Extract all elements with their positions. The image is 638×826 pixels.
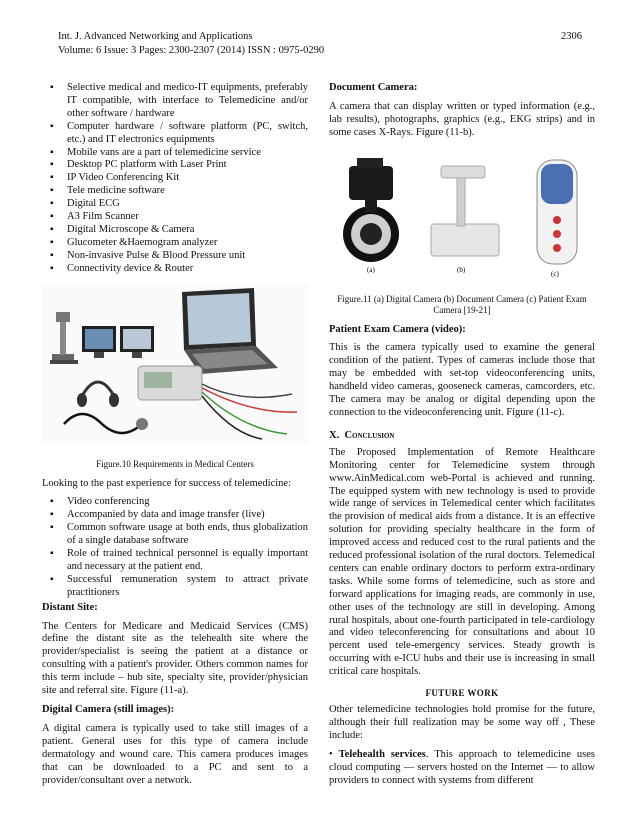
list-item: ▪ Mobile vans are a part of telemedicine service xyxy=(42,147,308,160)
future-work-text: Other telemedicine technologies hold promise for the future, although their full realization may be some way off , These include: xyxy=(329,704,595,741)
conclusion-number: X. xyxy=(329,429,340,441)
list-item: ▪ Digital ECG xyxy=(42,198,308,211)
figure-11-label-a: (a) xyxy=(367,265,375,274)
figure-10-caption: Figure.10 Requirements in Medical Centers xyxy=(96,458,254,469)
right-column xyxy=(329,82,595,793)
list-item: ▪ Successful remuneration system to attract private practitioners xyxy=(42,574,308,600)
list-item: ▪ Selective medical and medico-IT equipments, preferably IT compatible, with interface to Telemedicine and/or other software / hardware xyxy=(42,82,308,121)
digital-camera-heading: Digital Camera (still images): xyxy=(42,704,175,715)
volume-info: Volume: 6 Issue: 3 Pages: 2300-2307 (2014) ISSN : 0975-0290 xyxy=(58,45,325,56)
list-item: ▪ A3 Film Scanner xyxy=(42,211,308,224)
page-number: 2306 xyxy=(561,31,582,42)
list-item: ▪ Digital Microscope & Camera xyxy=(42,224,308,237)
document-camera-text: A camera that can display written or typed information (e.g., lab results), photographs, graphics (e.g., EKG strips) and in some cases X-Rays. Figure (11-b). xyxy=(329,100,595,138)
list-item: ▪ Computer hardware / software platform (PC, switch, etc.) and IT electronics equipments xyxy=(42,121,308,147)
ecg-device-icon xyxy=(138,366,202,400)
telehealth-text: . This approach to telemedicine uses cloud computing — servers hosted on the Internet — to allow providers to connect with systems from different xyxy=(329,748,595,786)
conclusion-title: Conclusion xyxy=(344,429,395,441)
conclusion-heading xyxy=(329,430,595,443)
list-item: ▪ IP Video Conferencing Kit xyxy=(42,172,308,185)
list-item: ▪ Role of trained technical personnel is equally important and necessary at the patient end. xyxy=(42,548,308,574)
telehealth-term: Telehealth services xyxy=(338,748,426,760)
figure-11-label-b: (b) xyxy=(457,265,466,274)
patient-exam-camera-icon xyxy=(537,160,577,264)
figure-11-cameras xyxy=(329,154,595,279)
success-list xyxy=(42,496,308,599)
list-item: ▪ Connectivity device & Router xyxy=(42,263,308,276)
list-item: ▪ Video conferencing xyxy=(42,496,308,509)
running-header xyxy=(58,30,582,58)
journal-name: Int. J. Advanced Networking and Applications xyxy=(58,31,253,42)
future-work-heading: FUTURE WORK xyxy=(425,688,499,699)
figure-11-label-c: (c) xyxy=(551,269,559,278)
bullet-mark: • xyxy=(329,748,339,760)
telehealth-paragraph xyxy=(329,749,595,788)
list-item: ▪ Common software usage at both ends, thus globalization of a single database software xyxy=(42,522,308,548)
distant-site-text: The Centers for Medicare and Medicaid Services (CMS) define the distant site as the telehealth site where the provider/specialist is seeing the patient at a distance or consulting with a patient's provider. Others common names for this term include – hub site, specialty site, provider/physician site and referral site. Figure (11-a). xyxy=(42,620,308,697)
document-camera-heading: Document Camera: xyxy=(329,82,418,93)
list-item: ▪ Desktop PC platform with Laser Print xyxy=(42,159,308,172)
list-item: ▪ Glucometer &Haemogram analyzer xyxy=(42,237,308,250)
requirements-list xyxy=(42,82,308,276)
digital-camera-text: A digital camera is typically used to take still images of a patient. General uses for this type of camera include dermatology and wound care. This camera produces images that can be downloaded to a PC and sent to a provider/consultant over a network. xyxy=(42,722,308,786)
conclusion-text: The Proposed Implementation of Remote Healthcare Monitoring center for Telemedicine system through www.AinMedical.com web-Portal is achieved and running. The equipped system with new technology is used to provide wide range of services in Telemedical center which facilitates the provision of medical aids from a distance. It is an effective solution for providing specialty healthcare in the form of improved access and reduced cost to the rural patients and the reduced professional isolation of the rural doctors. Telemedical centers can enable ordinary doctors to perform extra-ordinary tasks. While some forms of telemedicine, such as store and forward applications for imaging reads, are commonly in use, other uses of the technology are still in developing. Among rural hospitals, about one-fourth participated in tele-cardiology and video teleconferencing for consultations and about 10 percent used tele-emergency services. Steady growth is occurring with e-ICU hubs and their use is increasing in small critical care hospitals. xyxy=(329,446,595,678)
figure-10-equipment-photo xyxy=(42,284,308,444)
distant-site-heading: Distant Site: xyxy=(42,601,98,613)
list-item: ▪ Accompanied by data and image transfer (live) xyxy=(42,509,308,522)
left-column xyxy=(42,82,308,793)
figure-11-caption: Figure.11 (a) Digital Camera (b) Document Camera (c) Patient Exam Camera [19-21] xyxy=(337,293,587,315)
success-intro: Looking to the past experience for success of telemedicine: xyxy=(42,477,291,489)
list-item: ▪ Non-invasive Pulse & Blood Pressure unit xyxy=(42,250,308,263)
list-item: ▪ Tele medicine software xyxy=(42,185,308,198)
patient-exam-camera-text: This is the camera typically used to examine the general condition of the patient. Types of cameras include those that may be embedded with set-top videoconferencing units, handheld video cameras, gooseneck cameras, camcorders, etc. The camera may be analog or digital depending upon the connection to the videoconferencing unit. Figure (11-c). xyxy=(329,342,595,418)
patient-exam-camera-heading: Patient Exam Camera (video): xyxy=(329,323,466,335)
